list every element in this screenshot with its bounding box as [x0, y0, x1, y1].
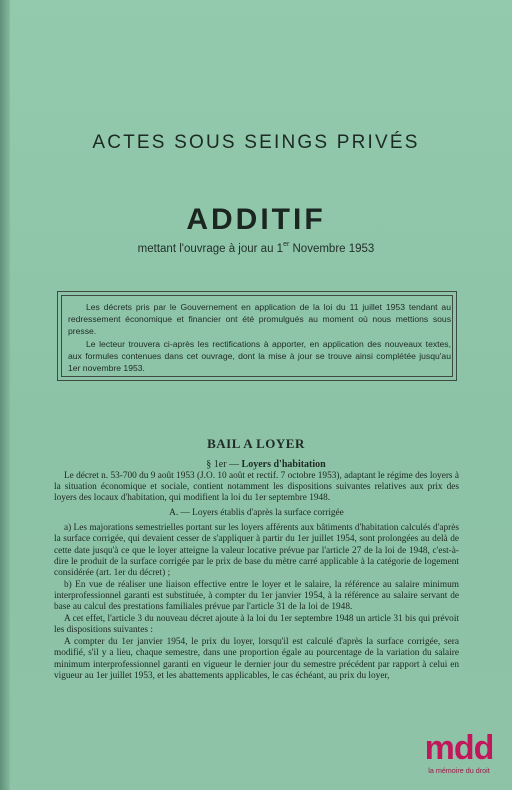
subtitle	[0, 243, 512, 255]
body-text	[54, 471, 459, 683]
subtitle-post: Novembre 1953	[289, 243, 375, 255]
subtitle-pre: mettant l'ouvrage à jour au 1	[137, 243, 284, 255]
section-title: BAIL A LOYER	[207, 436, 305, 451]
logo-letters: mdd	[424, 729, 494, 767]
document-title: ACTES SOUS SEINGS PRIVÉS	[92, 132, 420, 153]
body-paragraph-a: a) Les majorations semestrielles portant sur les loyers afférents aux bâtiments d'habitation calculés d'après la surface corrigée, qui devaient cesser de s'appliquer à partir du 1er juillet 1954, sont prolongées au delà de cette date jusqu'à ce que le loyer atteigne la valeur locative prévue par l'article 27 de la loi de 1948, c'est-à-dire le produit de la surface corrigée par le prix de base du mètre carré applicable à la catégorie de logement considérée (art. 1er du décret) ;	[54, 523, 459, 578]
body-paragraph-d: A compter du 1er janvier 1954, le prix du loyer, lorsqu'il est calculé d'après la surface corrigée, sera modifié, s'il y a lieu, chaque semestre, dans une proportion égale au pourcentage de la variation du salaire minimum interprofessionnel garanti en vigueur le dernier jour du semestre précédent par rapport à celui en vigueur au 1er juillet 1953, et les abattements applicables, le cas échéant, au prix du loyer,	[54, 637, 459, 681]
body-paragraph-c: A cet effet, l'article 3 du nouveau décret ajoute à la loi du 1er septembre 1948 un article 31 bis qui prévoit les dispositions suivantes :	[54, 614, 459, 636]
body-paragraph-intro: Le décret n. 53-700 du 9 août 1953 (J.O. 10 août et rectif. 7 octobre 1953), adaptant le régime des loyers à la situation économique et sociale, contient notamment les dispositions suivantes relatives aux prix des loyers des locaux d'habitation, qui modifient la loi du 1er septembre 1948.	[54, 471, 459, 504]
mdd-logo	[414, 730, 504, 780]
subsection-heading	[0, 459, 512, 470]
subsection-title: Loyers d'habitation	[241, 459, 326, 470]
logo-caption: la mémoire du droit	[428, 766, 490, 775]
subsection-number: § 1er —	[206, 459, 240, 470]
notice-paragraph-2: Le lecteur trouvera ci-après les rectifications à apporter, en application des nouveaux textes, aux formules contenues dans cet ouvrage, dont la mise à jour se trouve ainsi complétée jusqu'au 1er novembre 1953.	[68, 338, 451, 374]
notice-text	[68, 301, 451, 374]
body-paragraph-b: b) En vue de réaliser une liaison effective entre le loyer et le salaire, la référence au salaire minimum interprofessionnel garanti est substituée, à compter du 1er janvier 1954, à la référence au salaire servant de base au calcul des prestations familiales prévue par l'article 31 de la loi de 1948.	[54, 579, 459, 613]
book-spine	[0, 0, 10, 790]
heading-a: A. — Loyers établis d'après la surface corrigée	[169, 508, 344, 519]
subtitle-sup: er	[283, 241, 290, 248]
additif-heading: ADDITIF	[186, 203, 326, 236]
notice-paragraph-1: Les décrets pris par le Gouvernement en application de la loi du 11 juillet 1953 tendant au redressement économique et financier ont été promulgués au moment où nous mettions sous presse.	[68, 302, 451, 337]
